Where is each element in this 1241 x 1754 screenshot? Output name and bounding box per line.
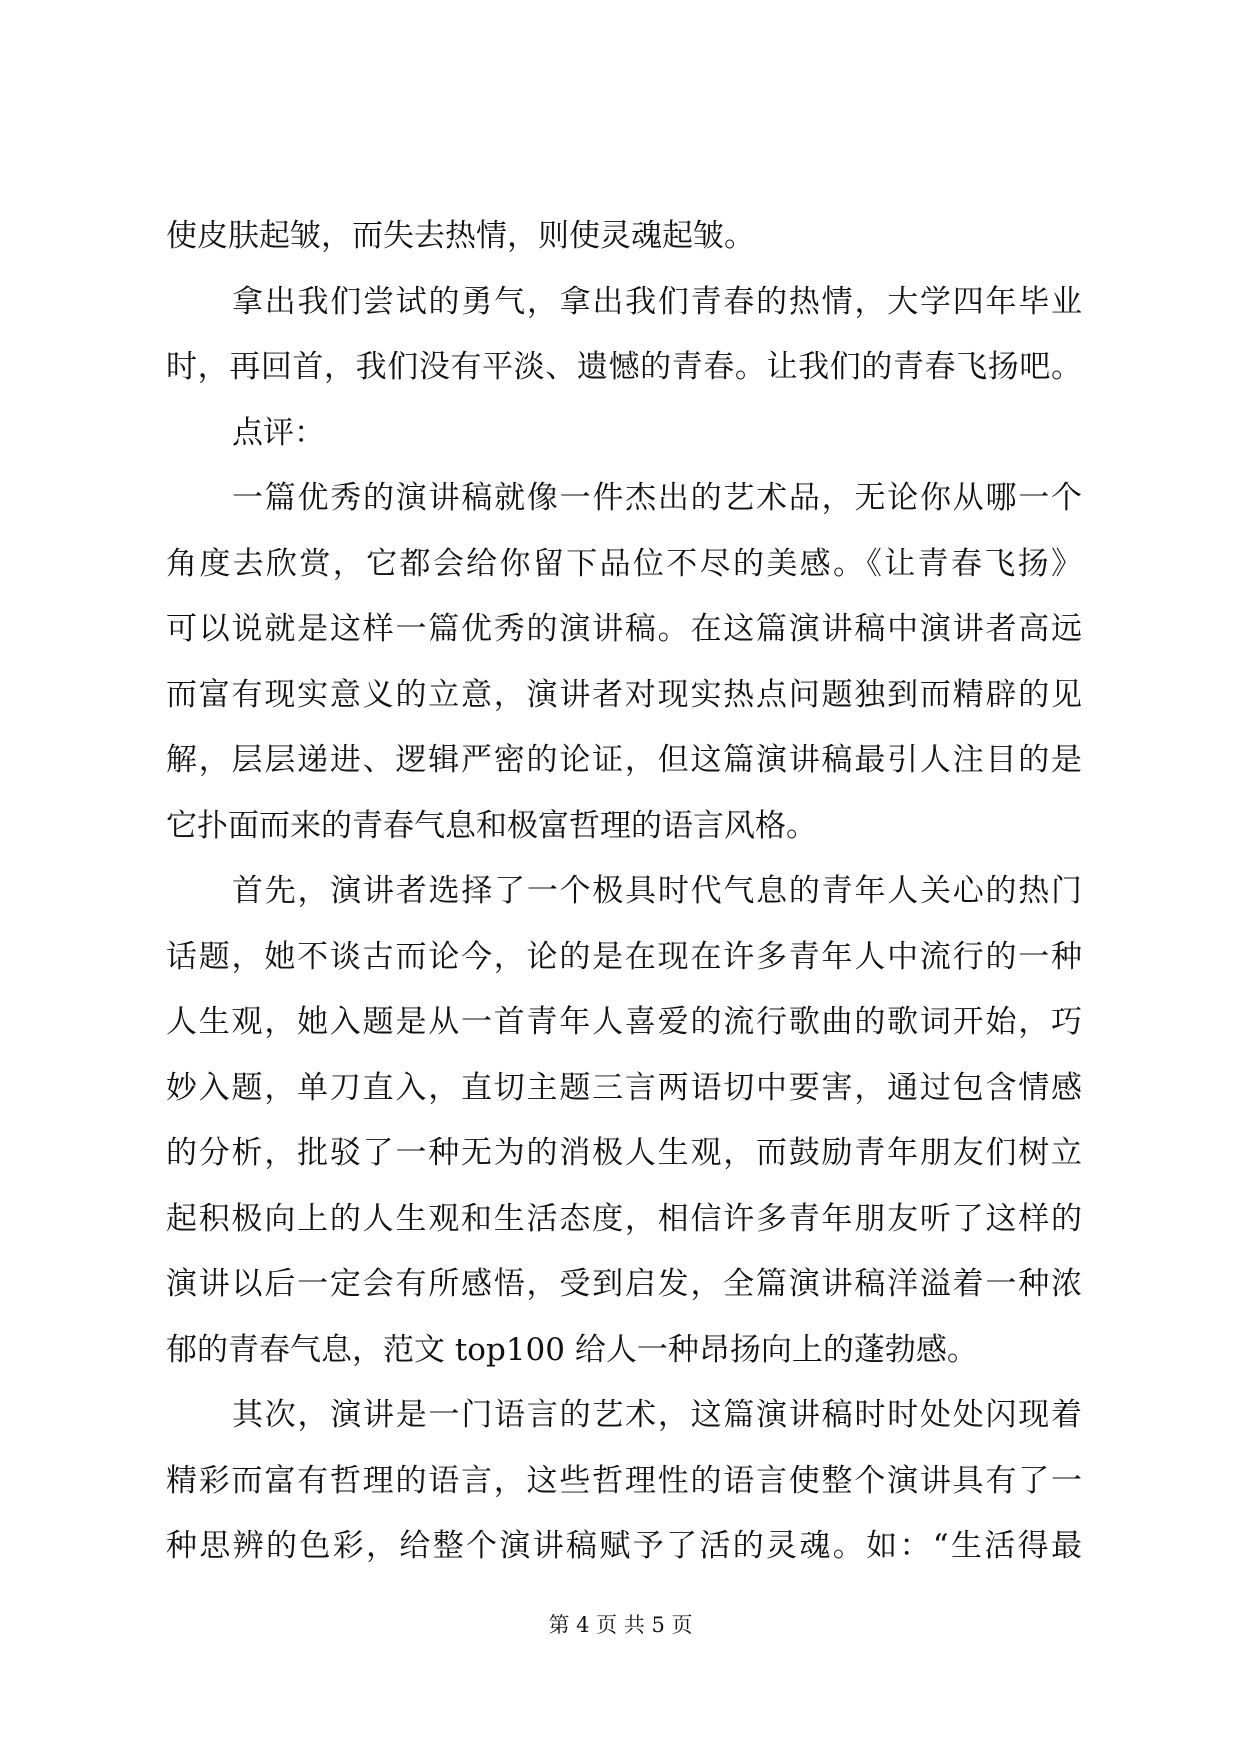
text-line-2: 拿出我们尝试的勇气，拿出我们青春的热情，大学四年毕业 [232, 283, 1082, 320]
text-line-6: 角度去欣赏，它都会给你留下品位不尽的美感。《让青春飞扬》 [166, 545, 1082, 582]
text-line-1: 使皮肤起皱，而失去热情，则使灵魂起皱。 [166, 218, 755, 254]
text-line-13: 人生观，她入题是从一首青年人喜爱的流行歌曲的歌词开始，巧 [166, 1004, 1082, 1040]
text-line-7: 可以说就是这样一篇优秀的演讲稿。在这篇演讲稿中演讲者高远 [166, 611, 1082, 647]
text-line-4: 点评： [232, 414, 325, 451]
text-line-18: 郁的青春气息，范文 top100 给人一种昂扬向上的蓬勃感。 [166, 1331, 978, 1368]
text-line-20: 精彩而富有哲理的语言，这些哲理性的语言使整个演讲具有了一 [166, 1462, 1082, 1499]
text-line-11: 首先，演讲者选择了一个极具时代气息的青年人关心的热门 [232, 873, 1082, 909]
text-line-5: 一篇优秀的演讲稿就像一件杰出的艺术品，无论你从哪一个 [232, 480, 1082, 516]
text-line-14: 妙入题，单刀直入，直切主题三言两语切中要害，通过包含情感 [166, 1069, 1082, 1106]
document-body [166, 204, 1082, 1580]
text-line-10: 它扑面而来的青春气息和极富哲理的语言风格。 [166, 807, 817, 844]
text-line-15: 的分析，批驳了一种无为的消极人生观，而鼓励青年朋友们树立 [166, 1135, 1082, 1171]
text-line-12: 话题，她不谈古而论今，论的是在现在许多青年人中流行的一种 [166, 938, 1082, 975]
page-footer [0, 1610, 1241, 1640]
text-line-17: 演讲以后一定会有所感悟，受到启发，全篇演讲稿洋溢着一种浓 [166, 1266, 1082, 1302]
text-line-9: 解，层层递进、逻辑严密的论证，但这篇演讲稿最引人注目的是 [166, 742, 1082, 778]
text-line-3: 时，再回首，我们没有平淡、遗憾的青春。让我们的青春飞扬吧。 [166, 349, 1082, 385]
text-line-21: 种思辨的色彩，给整个演讲稿赋予了活的灵魂。如：“生活得最 [166, 1528, 1082, 1564]
page-number-label: 第 4 页 共 5 页 [548, 1613, 693, 1637]
text-line-19: 其次，演讲是一门语言的艺术，这篇演讲稿时时处处闪现着 [232, 1397, 1082, 1433]
text-line-8: 而富有现实意义的立意，演讲者对现实热点问题独到而精辟的见 [166, 676, 1082, 713]
text-line-16: 起积极向上的人生观和生活态度，相信许多青年朋友听了这样的 [166, 1200, 1082, 1237]
